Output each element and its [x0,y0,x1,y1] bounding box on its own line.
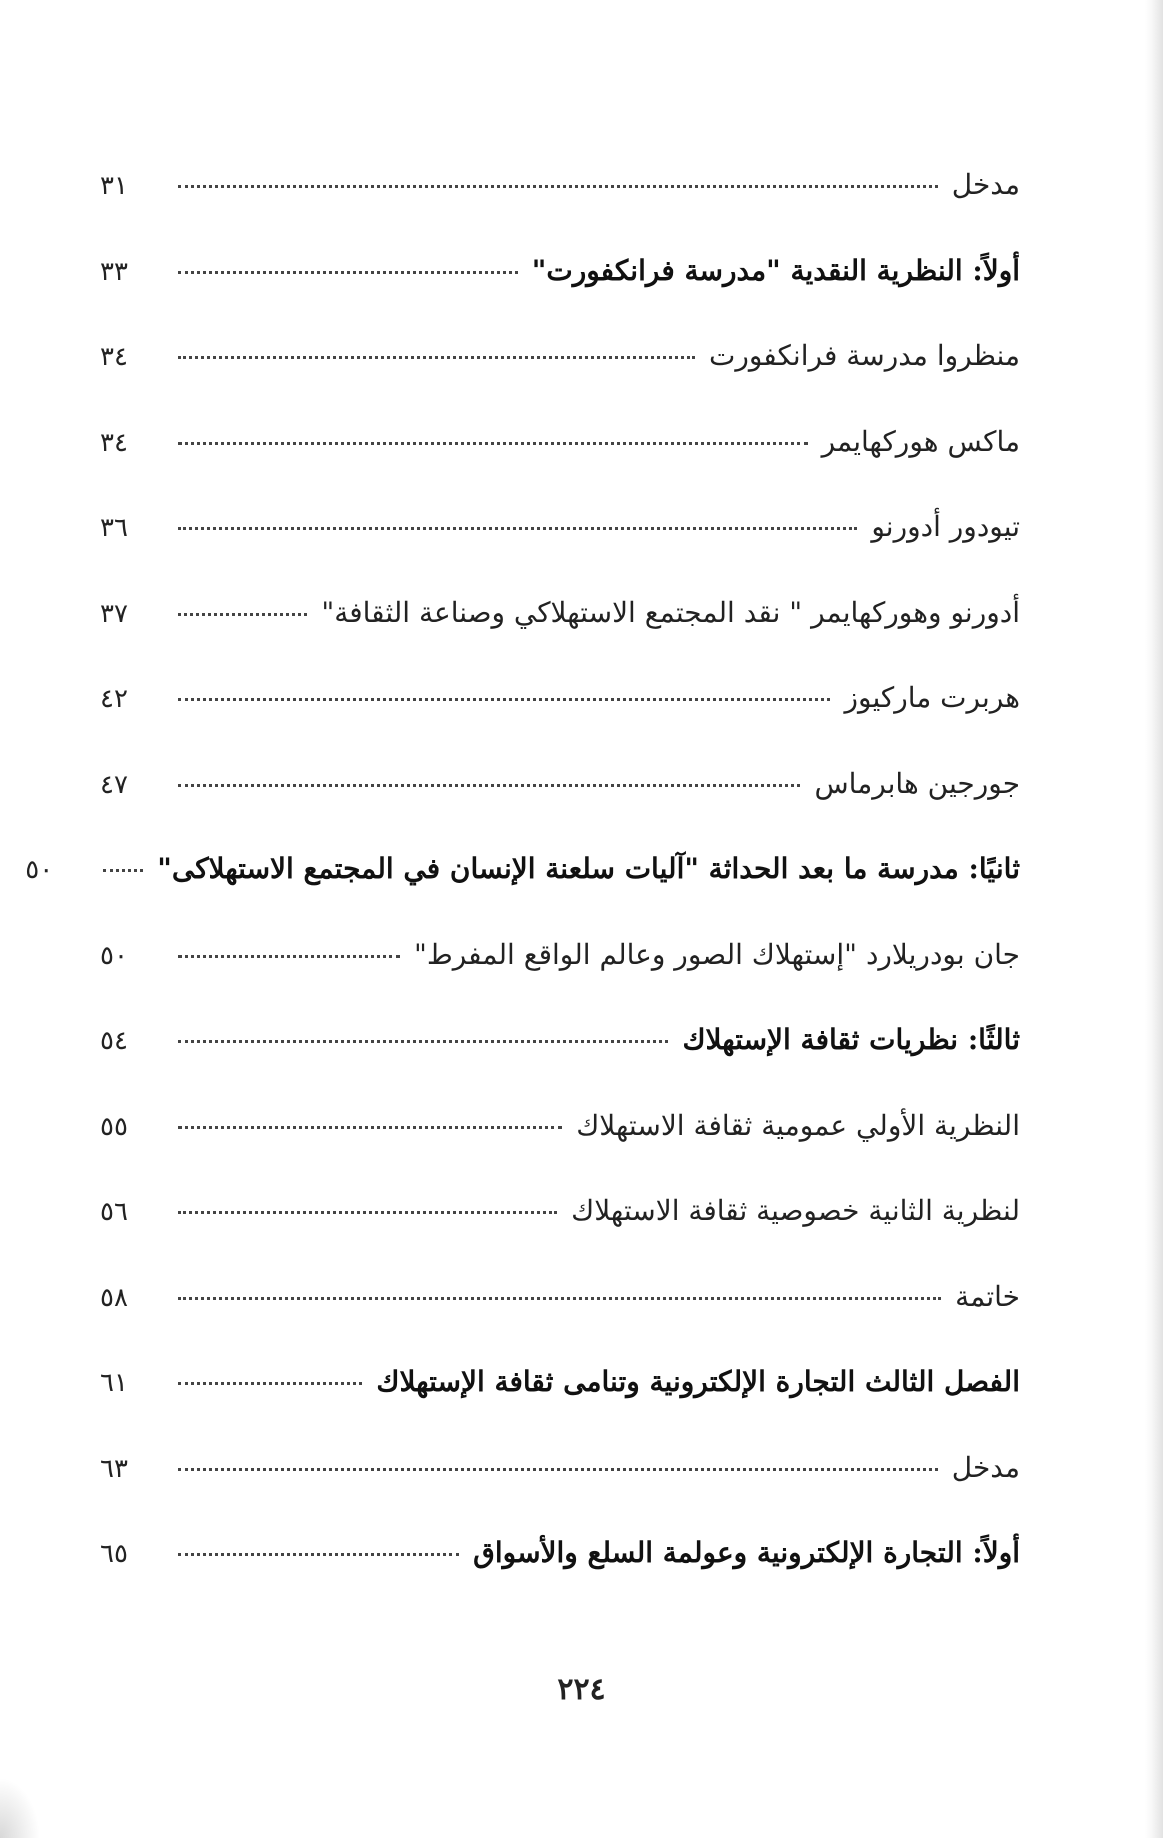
toc-entry-title: أدورنو وهوركهايمر " نقد المجتمع الاستهلاكي وصناعة الثقافة" [321,595,1020,629]
toc-entry-title: مدخل [951,1450,1020,1484]
toc-entry-title: تيودور أدورنو [871,510,1020,543]
toc-entry-page: ٤٢ [100,684,128,714]
toc-entry-page: ٣١ [100,171,128,201]
toc-dot-leader [178,1211,557,1214]
toc-entry [100,1194,1020,1280]
toc-dot-leader [178,955,400,958]
toc-entry-title: مدخل [951,168,1020,201]
toc-entry-page: ٣٤ [100,342,128,372]
toc-dot-leader [178,698,830,701]
toc-entry-page: ٥٨ [100,1282,128,1313]
toc-entry-title: جورجين هابرماس [814,766,1020,800]
toc-entry-title: خاتمة [955,1279,1020,1313]
toc-dot-leader [178,1553,459,1556]
toc-entry [100,681,1020,767]
toc-entry-page: ٣٧ [100,598,128,629]
toc-dot-leader [178,185,938,188]
toc-dot-leader [178,442,808,445]
toc-entry-title: أولاً: التجارة الإلكترونية وعولمة السلع والأسواق [473,1536,1020,1569]
toc-dot-leader [103,869,143,872]
toc-entry-title: هربرت ماركيوز [844,681,1020,714]
toc-dot-leader [178,1126,562,1129]
page-corner-shadow [0,1778,40,1838]
toc-dot-leader [178,784,800,787]
toc-entry [100,596,1020,682]
toc-entry [100,938,1020,1024]
toc-entry-title: جان بودريلارد "إستهلاك الصور وعالم الواقع المفرط" [413,937,1020,971]
toc-entry [100,767,1020,853]
toc-entry [25,852,1020,938]
toc-entry-page: ٦١ [100,1368,128,1398]
toc-dot-leader [178,271,518,274]
toc-dot-leader [178,1297,941,1300]
toc-entry [100,1536,1020,1622]
toc-entry-page: ٦٥ [100,1539,128,1569]
toc-entry [100,1280,1020,1366]
toc-entry-title: النظرية الأولي عمومية ثقافة الاستهلاك [576,1108,1020,1142]
toc-dot-leader [178,1382,362,1385]
toc-entry-title: الفصل الثالث التجارة الإلكترونية وتنامى ثقافة الإستهلاك [376,1365,1020,1398]
toc-entry-page: ٥٤ [100,1026,128,1056]
page-edge-shadow [1145,0,1163,1838]
toc-dot-leader [178,613,307,616]
toc-entry-page: ٥٥ [100,1111,128,1142]
toc-entry [100,1023,1020,1109]
toc-entry-page: ٥٠ [100,940,128,971]
toc-dot-leader [178,356,695,359]
toc-entry [100,425,1020,511]
toc-entry [100,339,1020,425]
toc-entry [100,168,1020,254]
toc-dot-leader [178,1468,938,1471]
toc-entry-page: ٥٦ [100,1197,128,1227]
toc-entry [100,254,1020,340]
toc-entry-page: ٤٧ [100,769,128,800]
toc-entry-title: ثانيًا: مدرسة ما بعد الحداثة "آليات سلعنة الإنسان في المجتمع الاستهلاكى" [157,852,1020,885]
toc-entry-title: منظروا مدرسة فرانكفورت [708,339,1020,372]
toc-entry [100,1109,1020,1195]
toc-entry-page: ٣٤ [100,427,128,458]
toc-entry-title: لنظرية الثانية خصوصية ثقافة الاستهلاك [571,1194,1020,1227]
toc-entry-title: ثالثًا: نظريات ثقافة الإستهلاك [682,1023,1020,1056]
toc-entry [100,1451,1020,1537]
toc-entry-page: ٣٦ [100,513,128,543]
page-number: ٢٢٤ [557,1672,606,1707]
toc-dot-leader [178,527,857,530]
toc-entry-title: أولاً: النظرية النقدية "مدرسة فرانكفورت" [531,253,1020,287]
table-of-contents [25,168,1020,1622]
toc-entry [100,510,1020,596]
toc-entry-page: ٣٣ [100,256,128,287]
toc-entry-title: ماكس هوركهايمر [821,424,1020,458]
toc-entry-page: ٥٠ [25,855,54,885]
toc-entry-page: ٦٣ [100,1453,128,1484]
toc-entry [100,1365,1020,1451]
toc-dot-leader [178,1040,668,1043]
